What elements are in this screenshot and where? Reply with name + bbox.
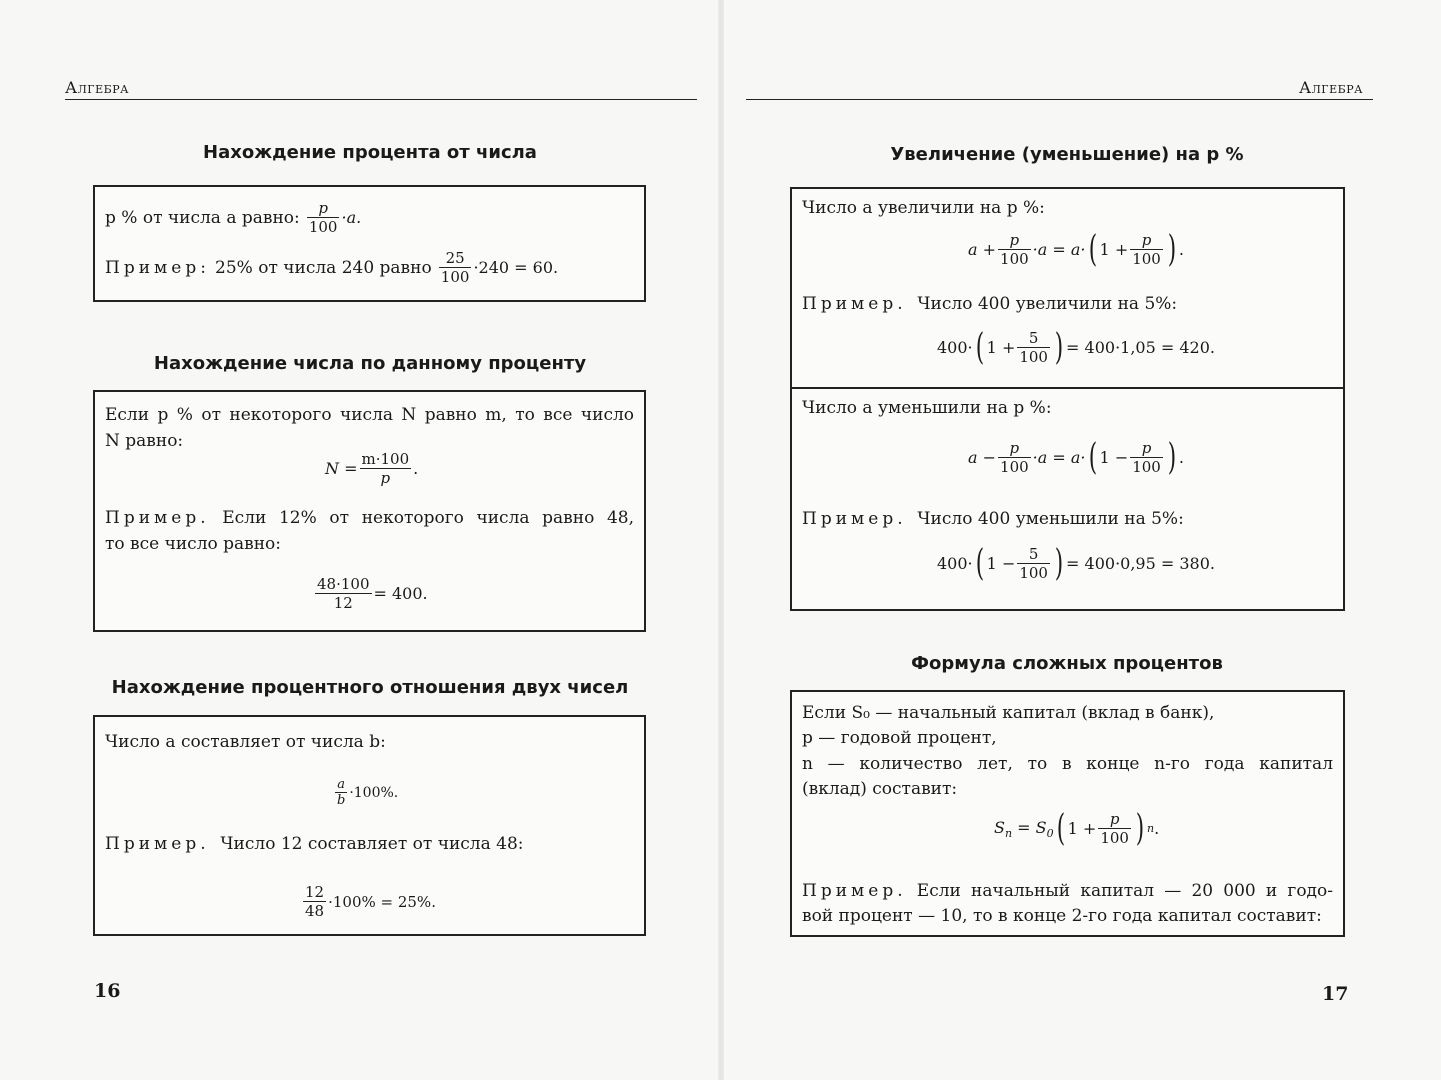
fraction [1130,439,1163,476]
frac-numerator: 5 [1028,329,1039,347]
left-page [0,0,720,1080]
formula-part: 1 + [986,338,1016,358]
formula-part: 1 + [1099,240,1129,260]
formula-lhs: N = [325,459,358,479]
fraction [1017,329,1050,366]
example-text: 25% от числа 240 равно [215,257,432,278]
running-head-right: Алгебра [1299,78,1363,97]
frac-numerator: p [1009,439,1020,457]
fraction [360,450,412,487]
section-title-percent-ratio: Нахождение процентного отношения двух чисел [111,677,629,698]
left-paren: ( [1088,436,1097,478]
ratio-formula [333,777,398,808]
decrease-formula [968,436,1184,478]
formula-tail: ·100%. [349,784,399,801]
compound-example-1 [802,880,1333,902]
right-paren: ) [1054,542,1064,584]
formula-period: . [1178,448,1184,468]
fraction [307,199,340,236]
running-head-left: Алгебра [65,78,129,97]
left-paren: ( [975,326,984,368]
page-number-right: 17 [1322,983,1349,1005]
formula-period: . [1178,240,1184,260]
header-rule-right [746,99,1373,100]
box-number-by-percent [93,390,646,632]
example-label: Пример. [802,509,907,529]
right-paren: ) [1135,807,1145,849]
example-label: Пример. [802,294,907,314]
frac-denominator: 100 [1019,564,1048,583]
frac-denominator: 100 [308,218,338,237]
example-formula [301,883,436,920]
left-paren: ( [1056,807,1065,849]
formula-part: 1 + [1067,819,1097,839]
fraction [1017,545,1050,582]
frac-numerator: 48·100 [317,575,370,593]
formula-part: = 400·1,05 = 420. [1066,338,1215,358]
example-line [105,833,524,855]
fraction [1098,810,1131,847]
example-tail: ·240 = 60. [473,258,559,278]
formula-part: ·a = a· [1032,240,1086,260]
example-line-1 [105,507,634,529]
formula-part: 400· [937,338,973,358]
example-text: Если начальный капитал — 20 000 и годо- [916,881,1333,901]
fraction [303,883,326,920]
right-paren: ) [1167,228,1177,270]
section-title-increase-decrease [790,144,1344,165]
fraction [439,249,472,286]
formula-period: . [1154,819,1160,839]
frac-denominator: 100 [440,268,470,287]
right-paren: ) [1054,326,1064,368]
box-increase-decrease [790,187,1345,611]
formula-eq [1017,818,1053,840]
frac-numerator: a [337,777,346,792]
formula-part: 1 − [1099,448,1129,468]
left-paren: ( [1088,228,1097,270]
rule-line-1: Число a составляет от числа b: [105,732,386,752]
compound-example-2: вой процент — 10, то в конце 2-го года капитал составит: [802,906,1322,926]
rule-tail: ·a. [341,208,362,228]
box-divider [792,387,1343,389]
frac-denominator: 100 [1000,250,1029,269]
formula-part: 1 − [986,554,1016,574]
example-label: Пример. [105,834,210,854]
frac-numerator: 25 [445,249,465,267]
frac-denominator: p [380,469,391,488]
frac-numerator: p [1109,810,1120,828]
example-text: Если 12% от некоторого числа равно 48, [222,508,634,528]
decrease-line: Число a уменьшили на p %: [802,398,1052,418]
fraction [1130,231,1163,268]
example-formula [313,575,428,612]
compound-line-3: n — количество лет, то в конце n-го года капитал [802,754,1333,774]
frac-denominator: 100 [1100,829,1129,848]
increase-example-formula [937,326,1215,368]
example-label: Пример: [105,257,210,278]
frac-numerator: 12 [305,883,325,901]
frac-denominator: b [337,793,346,809]
frac-numerator: 5 [1028,545,1039,563]
section-title-number-by-percent: Нахождение числа по данному проценту [153,353,587,374]
example-tail: ·100% = 25%. [328,892,436,911]
percent-of-number-example [105,249,558,286]
example-text: Число 12 составляет от числа 48: [220,834,524,854]
fraction [335,777,347,808]
box-compound-interest [790,690,1345,937]
rule-line-1: Если p % от некоторого числа N равно m, то все число [105,405,634,425]
rule-line-2: N равно: [105,431,184,451]
section-title-percent-of-number: Нахождение процента от числа [203,142,537,163]
fraction [998,439,1031,476]
formula-part: a − [968,448,997,468]
box-percent-of-number [93,185,646,302]
formula-part: ·a = a· [1032,448,1086,468]
formula-lhs [994,818,1012,840]
example-label: Пример. [802,881,907,901]
increase-line: Число a увеличили на p %: [802,198,1045,218]
eq-S: = S [1017,817,1047,837]
compound-line-4: (вклад) составит: [802,779,958,799]
example-text: Число 400 увеличили на 5%: [917,294,1178,314]
frac-denominator: 100 [1019,348,1048,367]
frac-denominator: 48 [305,902,325,921]
fraction [998,231,1031,268]
frac-numerator: m·100 [361,450,410,468]
frac-denominator: 100 [1132,458,1161,477]
example-label: Пример. [105,508,210,528]
frac-denominator: 12 [333,594,353,613]
frac-numerator: p [1009,231,1020,249]
title-text: Увеличение (уменьшение) на p % [890,144,1244,165]
superscript-n: n [1147,822,1155,836]
formula-tail: . [413,459,419,479]
formula-N [325,450,418,487]
right-paren: ) [1167,436,1177,478]
left-paren: ( [975,542,984,584]
frac-numerator: p [1141,439,1152,457]
example-line-2: то все число равно: [105,534,282,554]
frac-numerator: p [318,199,328,217]
formula-part: a + [968,240,997,260]
formula-part: = 400·0,95 = 380. [1066,554,1215,574]
subscript-0: 0 [1046,826,1054,840]
example-tail: = 400. [373,584,428,604]
frac-denominator: 100 [1000,458,1029,477]
header-rule-left [65,99,697,100]
decrease-example-formula [937,542,1215,584]
right-page [721,0,1441,1080]
formula-part: 400· [937,554,973,574]
frac-denominator: 100 [1132,250,1161,269]
percent-of-number-rule [105,199,361,236]
compound-line-1: Если S₀ — начальный капитал (вклад в банк), [802,703,1215,723]
symbol-S: S [994,817,1005,837]
decrease-example [802,508,1184,530]
example-text: Число 400 уменьшили на 5%: [917,509,1184,529]
section-title-compound-interest: Формула сложных процентов [911,653,1223,674]
rule-text: p % от числа a равно: [105,207,300,228]
box-percent-ratio [93,715,646,936]
page-number-left: 16 [94,980,121,1002]
subscript-n: n [1004,826,1013,840]
frac-numerator: p [1141,231,1152,249]
compound-line-2: p — годовой процент, [802,728,997,748]
compound-formula [994,807,1160,849]
increase-example [802,293,1177,315]
increase-formula [968,228,1184,270]
fraction [315,575,372,612]
